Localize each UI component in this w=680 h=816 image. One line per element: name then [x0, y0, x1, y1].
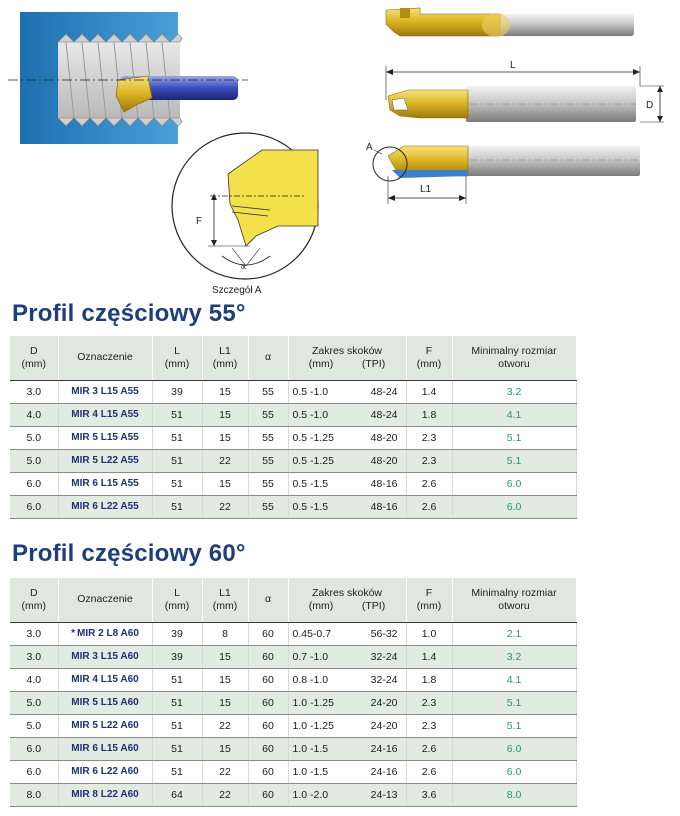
pitch-tpi: 24-20 — [370, 696, 398, 709]
header-pitch: Zakres skoków (mm) (TPI) — [288, 336, 406, 380]
cell-pitch — [288, 622, 406, 645]
header-alpha: α — [248, 578, 288, 622]
cell-alpha: 60 — [248, 691, 288, 714]
cell-f: 2.3 — [406, 714, 452, 737]
cell-d: 8.0 — [10, 783, 58, 806]
tool-designation: MIR 3 L15 A55 — [71, 386, 139, 397]
tool-designation: MIR 5 L15 A55 — [71, 432, 139, 443]
pitch-mm: 0.7 -1.0 — [292, 650, 329, 663]
cell-min-bore: 5.1 — [452, 691, 576, 714]
header-d: D (mm) — [10, 578, 58, 622]
cell-d: 6.0 — [10, 495, 58, 518]
cell-pitch — [288, 449, 406, 472]
header-min: Minimalny rozmiar otworu — [452, 578, 576, 622]
cell-d: 3.0 — [10, 380, 58, 403]
cell-d: 5.0 — [10, 426, 58, 449]
table-row — [10, 737, 576, 760]
table-row — [10, 403, 576, 426]
thread-workpiece-diagram — [8, 12, 248, 144]
header-f: F (mm) — [406, 336, 452, 380]
tool-designation: MIR 5 L15 A60 — [71, 697, 139, 708]
header-l: L (mm) — [152, 336, 202, 380]
cell-l1: 15 — [202, 668, 248, 691]
cell-min-bore: 3.2 — [452, 380, 576, 403]
header-name: Oznaczenie — [58, 336, 152, 380]
cell-pitch — [288, 403, 406, 426]
cell-l1: 22 — [202, 449, 248, 472]
footnote-marker: * — [71, 628, 76, 639]
pitch-mm: 1.0 -1.25 — [292, 696, 334, 709]
cell-l1: 8 — [202, 622, 248, 645]
cell-l1: 15 — [202, 472, 248, 495]
cell-pitch — [288, 760, 406, 783]
table-row — [10, 622, 576, 645]
cell-pitch — [288, 783, 406, 806]
pitch-mm: 0.5 -1.5 — [292, 477, 329, 490]
cell-l1: 15 — [202, 645, 248, 668]
cell-l1: 15 — [202, 403, 248, 426]
detail-a-diagram — [172, 133, 318, 296]
cell-name — [58, 449, 152, 472]
cell-min-bore: 8.0 — [452, 783, 576, 806]
cell-pitch — [288, 714, 406, 737]
cell-alpha: 60 — [248, 783, 288, 806]
cell-l: 51 — [152, 691, 202, 714]
cell-d: 3.0 — [10, 645, 58, 668]
header-pitch: Zakres skoków (mm) (TPI) — [288, 578, 406, 622]
cell-f: 1.4 — [406, 645, 452, 668]
table-row — [10, 714, 576, 737]
cell-l1: 15 — [202, 737, 248, 760]
cell-min-bore: 5.1 — [452, 426, 576, 449]
cell-name — [58, 760, 152, 783]
cell-alpha: 60 — [248, 622, 288, 645]
pitch-mm: 0.45-0.7 — [292, 627, 332, 640]
section-title-60: Profil częściowy 60° — [12, 540, 246, 567]
cell-pitch — [288, 426, 406, 449]
cell-d: 6.0 — [10, 737, 58, 760]
cell-f: 2.3 — [406, 449, 452, 472]
cell-alpha: 55 — [248, 426, 288, 449]
table-row — [10, 472, 576, 495]
cell-alpha: 60 — [248, 645, 288, 668]
cell-name — [58, 495, 152, 518]
tool-side-view-dimensions — [386, 60, 664, 122]
pitch-tpi: 32-24 — [370, 673, 398, 686]
cell-f: 1.4 — [406, 380, 452, 403]
cell-name — [58, 645, 152, 668]
cell-l: 39 — [152, 622, 202, 645]
cell-min-bore: 2.1 — [452, 622, 576, 645]
cell-f: 2.3 — [406, 426, 452, 449]
tool-designation: MIR 6 L15 A55 — [71, 478, 139, 489]
dim-alpha-label: ∝ — [240, 262, 248, 273]
cell-l1: 22 — [202, 760, 248, 783]
cell-f: 2.6 — [406, 495, 452, 518]
dim-L1-label: L1 — [420, 184, 432, 195]
cell-l1: 15 — [202, 380, 248, 403]
cell-alpha: 60 — [248, 668, 288, 691]
cell-name — [58, 691, 152, 714]
cell-name — [58, 737, 152, 760]
cell-min-bore: 6.0 — [452, 495, 576, 518]
cell-d: 5.0 — [10, 449, 58, 472]
pitch-tpi: 24-16 — [370, 742, 398, 755]
cell-min-bore: 4.1 — [452, 668, 576, 691]
cell-d: 4.0 — [10, 403, 58, 426]
pitch-tpi: 24-13 — [370, 788, 398, 801]
tool-designation: MIR 6 L22 A55 — [71, 501, 139, 512]
section-title-55: Profil częściowy 55° — [12, 300, 246, 327]
table-row — [10, 380, 576, 403]
pitch-tpi: 48-24 — [370, 385, 398, 398]
cell-l1: 15 — [202, 691, 248, 714]
pitch-mm: 1.0 -2.0 — [292, 788, 329, 801]
cell-min-bore: 5.1 — [452, 714, 576, 737]
cell-name — [58, 403, 152, 426]
cell-pitch — [288, 495, 406, 518]
cell-d: 4.0 — [10, 668, 58, 691]
cell-pitch — [288, 668, 406, 691]
cell-name — [58, 668, 152, 691]
cell-alpha: 55 — [248, 449, 288, 472]
header-min: Minimalny rozmiar otworu — [452, 336, 576, 380]
cell-pitch — [288, 472, 406, 495]
tool-designation: MIR 5 L22 A55 — [71, 455, 139, 466]
pitch-mm: 0.5 -1.0 — [292, 385, 329, 398]
cell-d: 6.0 — [10, 472, 58, 495]
table-row — [10, 783, 576, 806]
tool-3d-view — [386, 8, 634, 37]
cell-d: 5.0 — [10, 714, 58, 737]
table-row — [10, 645, 576, 668]
tool-designation: MIR 8 L22 A60 — [71, 789, 139, 800]
dim-D-label: D — [646, 100, 654, 111]
pitch-mm: 1.0 -1.5 — [292, 742, 329, 755]
cell-d: 6.0 — [10, 760, 58, 783]
header-l1: L1 (mm) — [202, 578, 248, 622]
cell-l: 64 — [152, 783, 202, 806]
pitch-tpi: 32-24 — [370, 650, 398, 663]
cell-alpha: 60 — [248, 714, 288, 737]
pitch-mm: 0.8 -1.0 — [292, 673, 329, 686]
cell-pitch — [288, 691, 406, 714]
tool-detail-view-l1 — [366, 142, 640, 204]
cell-l: 51 — [152, 403, 202, 426]
tool-diagrams — [0, 0, 680, 300]
pitch-mm: 0.5 -1.25 — [292, 454, 334, 467]
pitch-tpi: 24-16 — [370, 765, 398, 778]
header-name: Oznaczenie — [58, 578, 152, 622]
cell-l1: 15 — [202, 426, 248, 449]
pitch-tpi: 24-20 — [370, 719, 398, 732]
cell-name — [58, 380, 152, 403]
pitch-mm: 1.0 -1.25 — [292, 719, 334, 732]
cell-alpha: 60 — [248, 737, 288, 760]
pitch-tpi: 48-24 — [370, 408, 398, 421]
cell-l: 51 — [152, 495, 202, 518]
cell-l: 39 — [152, 645, 202, 668]
tool-designation: MIR 4 L15 A60 — [71, 674, 139, 685]
dim-L-label: L — [510, 60, 516, 71]
header-f: F (mm) — [406, 578, 452, 622]
dim-F-label: F — [196, 216, 203, 227]
cell-alpha: 55 — [248, 472, 288, 495]
pitch-tpi: 48-20 — [370, 454, 398, 467]
cell-f: 1.0 — [406, 622, 452, 645]
cell-min-bore: 6.0 — [452, 760, 576, 783]
cell-name — [58, 426, 152, 449]
pitch-mm: 0.5 -1.0 — [292, 408, 329, 421]
cell-f: 2.6 — [406, 737, 452, 760]
cell-min-bore: 4.1 — [452, 403, 576, 426]
spec-table-60 — [10, 578, 577, 807]
cell-min-bore: 6.0 — [452, 737, 576, 760]
cell-d: 3.0 — [10, 622, 58, 645]
cell-alpha: 55 — [248, 380, 288, 403]
cell-f: 2.6 — [406, 472, 452, 495]
header-l: L (mm) — [152, 578, 202, 622]
tool-designation: MIR 5 L22 A60 — [71, 720, 139, 731]
cell-min-bore: 3.2 — [452, 645, 576, 668]
cell-l1: 22 — [202, 714, 248, 737]
table-header-row — [10, 578, 576, 622]
cell-min-bore: 6.0 — [452, 472, 576, 495]
cell-name — [58, 714, 152, 737]
table-body-55 — [10, 380, 576, 518]
tool-designation: MIR 6 L15 A60 — [71, 743, 139, 754]
cell-pitch — [288, 380, 406, 403]
cell-alpha: 55 — [248, 403, 288, 426]
detail-a-caption: Szczegół A — [212, 285, 262, 296]
table-body-60 — [10, 622, 576, 806]
tool-designation: MIR 3 L15 A60 — [71, 651, 139, 662]
cell-l: 51 — [152, 737, 202, 760]
tool-designation: MIR 6 L22 A60 — [71, 766, 139, 777]
table-row — [10, 495, 576, 518]
cell-f: 2.6 — [406, 760, 452, 783]
cell-name — [58, 472, 152, 495]
cell-d: 5.0 — [10, 691, 58, 714]
table-row — [10, 760, 576, 783]
cell-alpha: 55 — [248, 495, 288, 518]
cell-f: 1.8 — [406, 403, 452, 426]
pitch-tpi: 48-20 — [370, 431, 398, 444]
cell-name — [58, 783, 152, 806]
cell-l: 51 — [152, 714, 202, 737]
cell-l: 51 — [152, 426, 202, 449]
tool-designation: MIR 4 L15 A55 — [71, 409, 139, 420]
cell-pitch — [288, 737, 406, 760]
tool-designation: MIR 2 L8 A60 — [77, 628, 139, 639]
table-row — [10, 449, 576, 472]
pitch-mm: 0.5 -1.5 — [292, 500, 329, 513]
cell-l1: 22 — [202, 783, 248, 806]
cell-pitch — [288, 645, 406, 668]
cell-name — [58, 622, 152, 645]
table-row — [10, 668, 576, 691]
table-row — [10, 426, 576, 449]
cell-l: 51 — [152, 760, 202, 783]
spec-table-55 — [10, 336, 577, 519]
pitch-tpi: 48-16 — [370, 500, 398, 513]
cell-l: 51 — [152, 472, 202, 495]
table-header-row — [10, 336, 576, 380]
pitch-tpi: 48-16 — [370, 477, 398, 490]
cell-f: 3.6 — [406, 783, 452, 806]
cell-l1: 22 — [202, 495, 248, 518]
header-l1: L1 (mm) — [202, 336, 248, 380]
cell-l: 39 — [152, 380, 202, 403]
detail-a-marker: A — [366, 142, 373, 153]
cell-l: 51 — [152, 668, 202, 691]
cell-alpha: 60 — [248, 760, 288, 783]
header-d: D (mm) — [10, 336, 58, 380]
cell-f: 1.8 — [406, 668, 452, 691]
cell-min-bore: 5.1 — [452, 449, 576, 472]
pitch-mm: 1.0 -1.5 — [292, 765, 329, 778]
cell-f: 2.3 — [406, 691, 452, 714]
table-row — [10, 691, 576, 714]
header-alpha: α — [248, 336, 288, 380]
pitch-mm: 0.5 -1.25 — [292, 431, 334, 444]
cell-l: 51 — [152, 449, 202, 472]
pitch-tpi: 56-32 — [370, 627, 398, 640]
